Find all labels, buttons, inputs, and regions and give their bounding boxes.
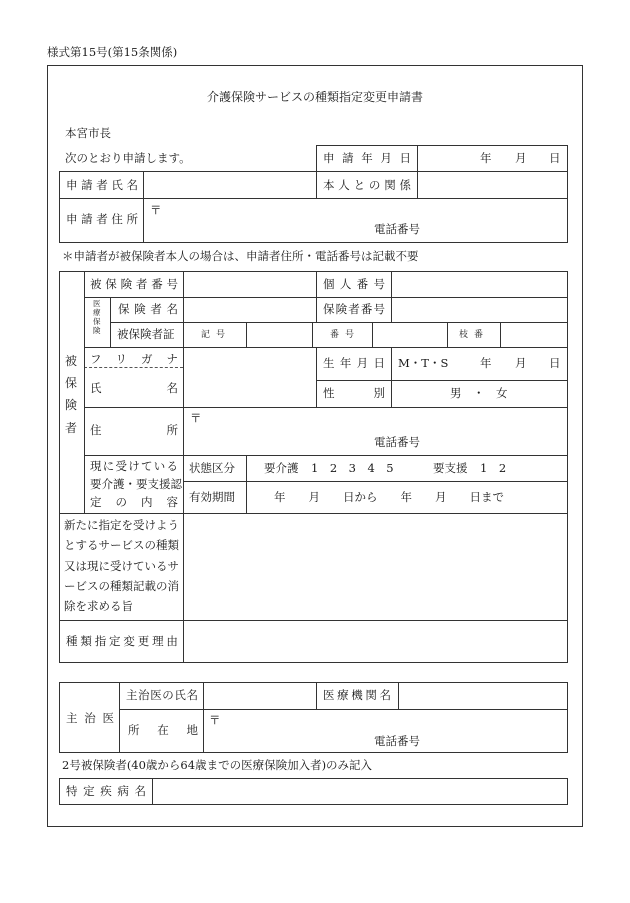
insured-name-label: 氏 名 <box>90 381 178 395</box>
birth-year-label: 年 <box>480 356 492 370</box>
insured-phone-label: 電話番号 <box>374 435 420 449</box>
insured-name-field[interactable] <box>184 368 316 407</box>
doctor-name-label: 主 治 医 の 氏 名 <box>126 688 198 702</box>
postal-mark: 〒 <box>150 203 162 217</box>
applicant-address-label: 申 請 者 住 所 <box>66 212 138 226</box>
support-levels[interactable]: 1 2 <box>480 461 507 475</box>
applicant-note: ＊申請者が被保険者本人の場合は、申請者住所・電話番号は記載不要 <box>62 249 419 263</box>
service-request-line5: 除を求める旨 <box>64 599 133 613</box>
validity-label: 有効期間 <box>189 490 235 504</box>
institution-label: 医 療 機 関 名 <box>323 688 391 702</box>
applicant-phone-label: 電話番号 <box>374 222 420 236</box>
furigana-field[interactable] <box>184 348 316 368</box>
medical-insurance-label: 医 療 保 険 <box>93 299 101 335</box>
insured-number-label: 被 保 険 者 番 号 <box>90 277 178 291</box>
date-month-label: 月 <box>515 151 527 165</box>
doctor-name-field[interactable] <box>204 683 316 709</box>
addressee: 本宮市長 <box>65 126 111 140</box>
symbol-field[interactable] <box>247 323 312 347</box>
number-sub-label: 番号 <box>330 330 361 340</box>
branch-label: 枝番 <box>459 330 490 340</box>
sex-options[interactable]: 男 ・ 女 <box>450 386 508 400</box>
birthdate-label: 生 年 月 日 <box>323 356 385 370</box>
support-level-label: 要支援 <box>433 461 468 475</box>
personal-number-label: 個 人 番 号 <box>323 277 385 291</box>
applicant-address-field[interactable] <box>144 199 567 242</box>
symbol-label: 記号 <box>201 330 232 340</box>
current-label-line1: 現 に 受 け て い る <box>90 459 178 473</box>
insured-number-field[interactable] <box>184 272 316 297</box>
application-date-field[interactable] <box>418 146 567 171</box>
certificate-label: 被保険者証 <box>117 327 175 341</box>
disease-label: 特 定 疾 病 名 <box>66 784 146 798</box>
current-label-line3: 定 の 内 容 <box>90 495 178 509</box>
relation-label: 本 人 と の 関 係 <box>323 178 411 192</box>
service-request-line2: とするサービスの種類 <box>64 538 179 552</box>
insurer-name-field[interactable] <box>184 298 316 322</box>
insured-side-label: 被 保 険 者 <box>65 354 78 435</box>
applicant-name-field[interactable] <box>144 172 316 198</box>
personal-number-field[interactable] <box>392 272 567 297</box>
date-year-label: 年 <box>480 151 492 165</box>
change-reason-field[interactable] <box>184 621 567 662</box>
service-request-field[interactable] <box>184 514 567 620</box>
branch-field[interactable] <box>501 323 567 347</box>
care-level-label: 要介護 <box>264 461 299 475</box>
birth-day-label: 日 <box>549 356 561 370</box>
service-request-line3: 又は現に受けているサ <box>64 559 179 573</box>
sex-label: 性 別 <box>323 386 385 400</box>
second-insured-note: 2号被保険者(40歳から64歳までの医療保険加入者)のみ記入 <box>62 758 373 772</box>
status-label: 状態区分 <box>189 461 235 475</box>
insured-address-label: 住 所 <box>90 423 178 437</box>
institution-field[interactable] <box>399 683 567 709</box>
location-label: 所 在 地 <box>128 723 198 737</box>
number-sub-field[interactable] <box>373 323 447 347</box>
insurer-number-label: 保 険 者 番 号 <box>323 302 385 316</box>
validity-text[interactable]: 年 月 日から 年 月 日まで <box>274 490 504 504</box>
insured-address-field[interactable] <box>184 408 567 455</box>
doctor-phone-label: 電話番号 <box>374 734 420 748</box>
form-title: 介護保険サービスの種類指定変更申請書 <box>206 90 423 104</box>
doctor-postal-mark: 〒 <box>209 713 221 727</box>
birth-month-label: 月 <box>515 356 527 370</box>
relation-field[interactable] <box>418 172 567 198</box>
date-day-label: 日 <box>549 151 561 165</box>
service-request-line4: ービスの種類記載の消 <box>64 579 179 593</box>
care-levels[interactable]: 1 2 3 4 5 <box>311 461 394 475</box>
service-request-line1: 新たに指定を受けよう <box>64 518 179 532</box>
insurer-number-field[interactable] <box>392 298 567 322</box>
application-date-label: 申 請 年 月 日 <box>323 151 411 165</box>
era-options[interactable]: M・T・S <box>398 356 449 370</box>
applicant-name-label: 申 請 者 氏 名 <box>66 178 138 192</box>
doctor-side-label: 主 治 医 <box>66 711 114 725</box>
disease-field[interactable] <box>153 779 567 804</box>
furigana-label: フ リ ガ ナ <box>90 352 178 366</box>
form-number: 様式第15号(第15条関係) <box>47 45 178 59</box>
insured-postal-mark: 〒 <box>190 411 202 425</box>
intro-text: 次のとおり申請します。 <box>65 151 191 165</box>
insurer-name-label: 保 険 者 名 <box>118 302 178 316</box>
current-label-line2: 要 介 護 ・ 要 支 援 認 <box>90 477 182 491</box>
location-field[interactable] <box>204 710 567 752</box>
change-reason-label: 種 類 指 定 変 更 理 由 <box>66 634 178 648</box>
